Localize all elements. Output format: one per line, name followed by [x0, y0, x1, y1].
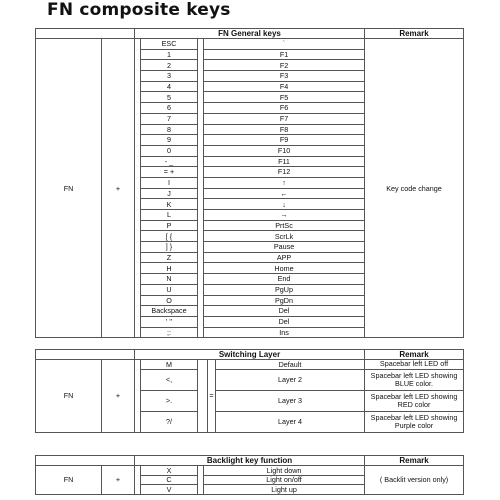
table-header-remark: Remark	[365, 29, 464, 39]
table-header-title: Switching Layer	[135, 350, 365, 360]
remark-cell: Spacebar left LED showing BLUE color.	[365, 370, 464, 391]
key-cell: M	[141, 360, 198, 370]
function-cell: ↑	[204, 177, 365, 188]
key-cell: L	[141, 210, 198, 221]
function-cell: F7	[204, 113, 365, 124]
layer-cell: Layer 2	[216, 370, 365, 391]
backlight-key-function-table	[35, 455, 464, 495]
function-cell: Pause	[204, 242, 365, 253]
function-cell: F8	[204, 124, 365, 135]
fn-general-keys-table	[35, 28, 464, 338]
equals-sign: =	[208, 360, 216, 433]
layer-cell: Layer 3	[216, 391, 365, 412]
key-cell: <,	[141, 370, 198, 391]
table-row	[36, 456, 464, 466]
spacer-cell	[198, 360, 208, 433]
plus-sign: +	[102, 466, 135, 495]
key-cell: Z	[141, 252, 198, 263]
table-header-blank	[36, 456, 135, 466]
function-cell: Light up	[204, 485, 365, 495]
function-cell: `	[204, 39, 365, 50]
page-title: FN composite keys	[47, 0, 231, 20]
function-cell: F12	[204, 167, 365, 178]
key-cell: 6	[141, 103, 198, 114]
key-cell: C	[141, 475, 198, 485]
key-cell: J	[141, 188, 198, 199]
key-cell: >.	[141, 391, 198, 412]
remark-cell: Spacebar left LED showing Purple color	[365, 412, 464, 433]
function-cell: End	[204, 274, 365, 285]
key-cell: ' "	[141, 316, 198, 327]
table-header-blank	[36, 350, 135, 360]
key-cell: ;:	[141, 327, 198, 338]
function-cell: Del	[204, 316, 365, 327]
remark-cell: Spacebar left LED showing RED color	[365, 391, 464, 412]
key-cell: - _	[141, 156, 198, 167]
table-row	[36, 350, 464, 360]
fn-label: FN	[36, 39, 102, 338]
key-cell: N	[141, 274, 198, 285]
key-cell: 0	[141, 145, 198, 156]
table-header-blank	[36, 29, 135, 39]
key-cell: V	[141, 485, 198, 495]
table-header-title: Backlight key function	[135, 456, 365, 466]
function-cell: PrtSc	[204, 220, 365, 231]
key-cell: H	[141, 263, 198, 274]
key-cell: 8	[141, 124, 198, 135]
key-cell: 5	[141, 92, 198, 103]
key-cell: ESC	[141, 39, 198, 50]
key-cell: X	[141, 466, 198, 476]
function-cell: ↓	[204, 199, 365, 210]
function-cell: F10	[204, 145, 365, 156]
key-cell: I	[141, 177, 198, 188]
key-cell: = +	[141, 167, 198, 178]
table-row	[36, 360, 464, 370]
table-header-title: FN General keys	[135, 29, 365, 39]
table-header-remark: Remark	[365, 350, 464, 360]
key-cell: P	[141, 220, 198, 231]
layer-cell: Default	[216, 360, 365, 370]
table-row	[36, 39, 464, 50]
function-cell: Light down	[204, 466, 365, 476]
fn-label: FN	[36, 466, 102, 495]
function-cell: PgDn	[204, 295, 365, 306]
layer-cell: Layer 4	[216, 412, 365, 433]
remark-cell: Key code change	[365, 39, 464, 338]
key-cell: 3	[141, 71, 198, 82]
function-cell: Del	[204, 306, 365, 317]
function-cell: F5	[204, 92, 365, 103]
key-cell: 2	[141, 60, 198, 71]
plus-sign: +	[102, 360, 135, 433]
function-cell: ScrLk	[204, 231, 365, 242]
function-cell: F4	[204, 81, 365, 92]
table-row	[36, 466, 464, 476]
key-cell: O	[141, 295, 198, 306]
function-cell: →	[204, 210, 365, 221]
function-cell: F11	[204, 156, 365, 167]
remark-cell: ( Backlit version only)	[365, 466, 464, 495]
function-cell: Ins	[204, 327, 365, 338]
function-cell: Light on/off	[204, 475, 365, 485]
function-cell: F3	[204, 71, 365, 82]
function-cell: PgUp	[204, 284, 365, 295]
switching-layer-table	[35, 349, 464, 433]
key-cell: ] }	[141, 242, 198, 253]
table-header-remark: Remark	[365, 456, 464, 466]
function-cell: APP	[204, 252, 365, 263]
remark-cell: Spacebar left LED off	[365, 360, 464, 370]
key-cell: U	[141, 284, 198, 295]
function-cell: ←	[204, 188, 365, 199]
key-cell: K	[141, 199, 198, 210]
plus-sign: +	[102, 39, 135, 338]
function-cell: F9	[204, 135, 365, 146]
table-row	[36, 29, 464, 39]
key-cell: ?/	[141, 412, 198, 433]
key-cell: 9	[141, 135, 198, 146]
function-cell: F2	[204, 60, 365, 71]
key-cell: 4	[141, 81, 198, 92]
fn-label: FN	[36, 360, 102, 433]
key-cell: 7	[141, 113, 198, 124]
function-cell: Home	[204, 263, 365, 274]
function-cell: F1	[204, 49, 365, 60]
function-cell: F6	[204, 103, 365, 114]
key-cell: 1	[141, 49, 198, 60]
key-cell: Backspace	[141, 306, 198, 317]
key-cell: [ {	[141, 231, 198, 242]
